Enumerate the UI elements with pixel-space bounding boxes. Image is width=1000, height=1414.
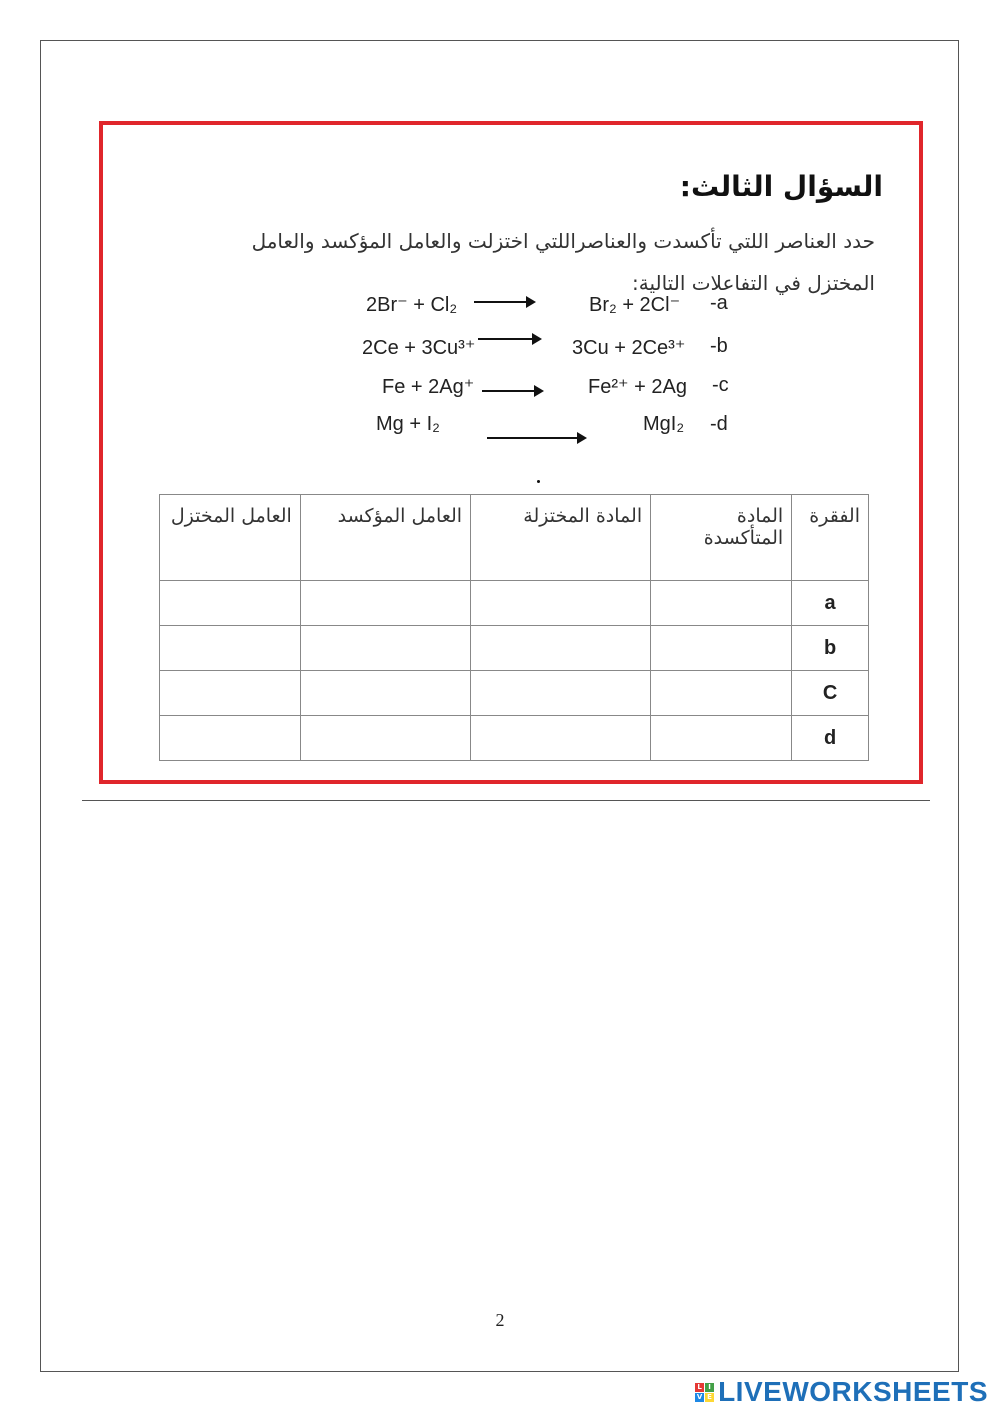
table-row xyxy=(160,626,869,671)
answer-cell[interactable] xyxy=(471,581,651,626)
equation-d-reactants: Mg + I₂ xyxy=(376,413,440,435)
row-label: d xyxy=(792,716,869,761)
row-label: C xyxy=(792,671,869,716)
brand-name: LIVEWORKSHEETS xyxy=(718,1376,988,1407)
equation-c-label: -c xyxy=(712,374,729,396)
answer-cell[interactable] xyxy=(160,626,301,671)
answer-cell[interactable] xyxy=(300,671,470,716)
equation-b-products: 3Cu + 2Ce³⁺ xyxy=(572,337,686,359)
answer-cell[interactable] xyxy=(300,716,470,761)
divider xyxy=(82,800,930,801)
equation-b-label: -b xyxy=(710,335,728,357)
equation-d-label: -d xyxy=(710,413,728,435)
row-label: b xyxy=(792,626,869,671)
reaction-arrow-a xyxy=(474,301,534,303)
answer-cell[interactable] xyxy=(651,626,792,671)
table-row xyxy=(160,671,869,716)
equation-b-reactants: 2Ce + 3Cu³⁺ xyxy=(362,337,476,359)
equation-a-reactants: 2Br⁻ + Cl₂ xyxy=(366,294,458,316)
answer-cell[interactable] xyxy=(160,671,301,716)
table-header-row xyxy=(160,495,869,581)
answer-cell[interactable] xyxy=(160,581,301,626)
equation-d-products: MgI₂ xyxy=(643,413,685,435)
page-number: 2 xyxy=(495,1310,505,1330)
reaction-arrow-b xyxy=(478,338,540,340)
brand-watermark xyxy=(695,1376,988,1408)
logo-letter: L xyxy=(695,1383,704,1392)
table-row xyxy=(160,716,869,761)
header-reduced-substance: المادة المختزلة xyxy=(471,495,651,581)
answer-cell[interactable] xyxy=(300,626,470,671)
answer-cell[interactable] xyxy=(471,716,651,761)
logo-letter: E xyxy=(705,1393,714,1402)
brand-logo-icon xyxy=(695,1383,714,1402)
row-label: a xyxy=(792,581,869,626)
logo-letter: V xyxy=(696,1392,703,1401)
answer-table xyxy=(159,494,869,761)
answer-cell[interactable] xyxy=(651,716,792,761)
question-title: السؤال الثالث: xyxy=(679,170,883,203)
reaction-arrow-c xyxy=(482,390,542,392)
answer-cell[interactable] xyxy=(651,671,792,716)
answer-cell[interactable] xyxy=(160,716,301,761)
answer-cell[interactable] xyxy=(471,671,651,716)
equation-a-products: Br₂ + 2Cl⁻ xyxy=(589,294,681,316)
stray-dot xyxy=(537,480,540,483)
header-oxidized-substance: المادة المتأكسدة xyxy=(651,495,792,581)
answer-cell[interactable] xyxy=(471,626,651,671)
reaction-arrow-d xyxy=(487,437,585,439)
equation-c-products: Fe²⁺ + 2Ag xyxy=(588,376,687,398)
equation-c-reactants: Fe + 2Ag⁺ xyxy=(382,376,475,398)
header-reducing-agent: العامل المختزل xyxy=(160,495,301,581)
logo-letter: I xyxy=(705,1383,714,1392)
answer-cell[interactable] xyxy=(300,581,470,626)
table-row xyxy=(160,581,869,626)
answer-cell[interactable] xyxy=(651,581,792,626)
header-item: الفقرة xyxy=(792,495,869,581)
equation-a-label: -a xyxy=(710,292,728,314)
question-instruction: حدد العناصر اللتي تأكسدت والعناصراللتي اختزلت والعامل المؤكسد والعامل المختزل في التفاعلات التالية: xyxy=(251,229,875,295)
header-oxidizing-agent: العامل المؤكسد xyxy=(300,495,470,581)
